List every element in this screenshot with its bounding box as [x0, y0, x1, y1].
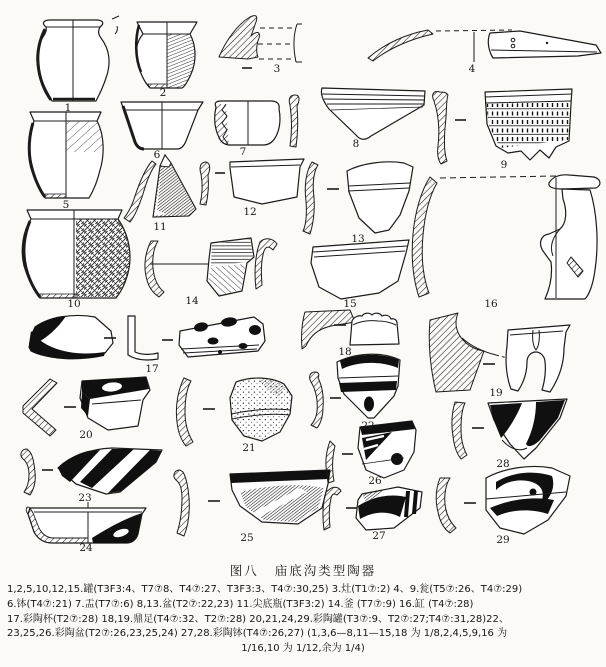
sherd-8-basin — [321, 88, 425, 139]
item-number-4: 4 — [468, 63, 476, 75]
item-number-16: 16 — [484, 298, 498, 310]
description-line-4: 23,25,26.彩陶盆(T2⑦:26,23,25,24) 27,28.彩陶钵(T4⑦:26,27) (1,3,6—8,11—15,18 为 1/8,2,4,5,9,16 为 — [7, 628, 508, 640]
item-number-13: 13 — [351, 233, 365, 245]
item-number-6: 6 — [153, 149, 161, 161]
figure-description — [7, 583, 599, 657]
item-number-5: 5 — [62, 199, 70, 211]
item-number-3: 3 — [273, 63, 281, 75]
vessel-24-painted-basin — [26, 502, 146, 543]
sherd-9-urn — [485, 89, 572, 160]
figure-caption — [0, 561, 606, 579]
sherd-27-painted-bowl — [323, 487, 422, 530]
sherd-17-painted-cup — [29, 315, 265, 359]
sherd-4-urn — [368, 30, 601, 62]
vessel-10-jar — [22, 210, 130, 298]
item-number-7: 7 — [239, 146, 247, 158]
description-line-3: 17.彩陶杯(T2⑦:28) 18,19.鼎足(T4⑦:32、T2⑦:28) 20,21,24,29.彩陶罐(T3⑦:9、T2⑦:27;T4⑦:31,28)22、 — [7, 613, 509, 625]
item-number-19: 19 — [489, 387, 503, 399]
item-number-11: 11 — [153, 221, 167, 233]
item-number-28: 28 — [496, 458, 510, 470]
figure-number: 图八 — [229, 563, 259, 578]
sherd-25-painted-basin — [174, 470, 330, 536]
item-number-10: 10 — [67, 298, 81, 310]
item-number-27: 27 — [372, 530, 386, 542]
sherd-3-stove — [219, 16, 302, 68]
item-number-22: 22 — [361, 420, 375, 432]
sherd-12 — [200, 159, 304, 205]
sherd-14-cauldron — [145, 238, 277, 297]
item-number-18: 18 — [338, 346, 352, 358]
section-8-profile — [289, 95, 299, 147]
description-line-5: 1/16,10 为 1/12,余为 1/4) — [241, 643, 365, 655]
item-number-8: 8 — [352, 138, 360, 150]
item-number-29: 29 — [496, 534, 510, 546]
item-number-14: 14 — [185, 295, 199, 307]
item-number-2: 2 — [159, 87, 167, 99]
description-line-2: 6.钵(T4⑦:21) 7.盂(T7⑦:6) 8,13.盆(T2⑦:22,23) 11.尖底瓶(T3F3:2) 14.釜 (T7⑦:9) 16.缸 (T4⑦:28) — [7, 598, 474, 610]
item-number-20: 20 — [79, 429, 93, 441]
sherd-20-painted-jar — [23, 377, 150, 436]
sherd-22-painted-jar — [310, 354, 400, 428]
vessel-2-jar — [136, 22, 197, 88]
description-line-1: 1,2,5,10,12,15.罐(T3F3:4、T7⑦8、T4⑦:27、T3F3:3、T4⑦:30,25) 3.灶(T1⑦:2) 4、9.瓮(T5⑦:26、T4⑦:29) — [7, 584, 523, 595]
sherd-13-basin — [303, 162, 413, 234]
sherd-15-basin — [311, 240, 409, 299]
item-number-25: 25 — [240, 532, 254, 544]
item-number-17: 17 — [145, 363, 159, 375]
item-number-24: 24 — [79, 542, 93, 554]
item-number-9: 9 — [500, 159, 508, 171]
vessel-6-bowl — [121, 102, 203, 149]
vessel-1-jar — [37, 16, 119, 101]
section-9-profile — [433, 92, 466, 164]
sherd-21-painted-jar — [176, 378, 292, 446]
item-number-1: 1 — [64, 102, 72, 114]
sherd-29-painted-jar — [436, 466, 570, 534]
item-number-23: 23 — [78, 492, 92, 504]
vessel-7-bowl — [215, 101, 280, 145]
sherd-28-painted-bowl — [452, 399, 567, 459]
sherd-19-ding-foot — [429, 313, 570, 392]
item-number-26: 26 — [368, 475, 382, 487]
item-number-15: 15 — [343, 298, 357, 310]
figure-title: 庙底沟类型陶器 — [274, 563, 377, 578]
sherd-23-painted-basin — [21, 448, 162, 495]
vessel-5-jar — [29, 112, 103, 198]
sherd-18-ding-foot — [302, 310, 399, 349]
item-number-21: 21 — [242, 442, 256, 454]
sherd-11-pointed-bottle — [124, 155, 196, 222]
item-number-12: 12 — [243, 206, 257, 218]
vessel-16-vat — [412, 175, 600, 299]
